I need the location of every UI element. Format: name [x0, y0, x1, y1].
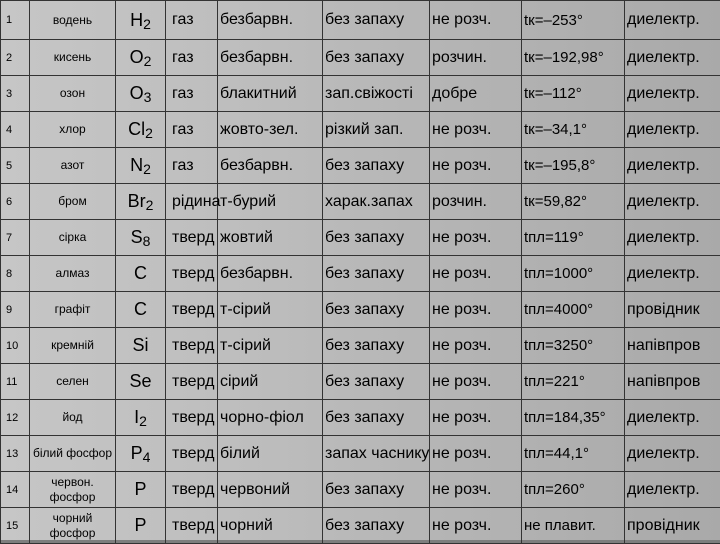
- table-row: [1, 112, 720, 148]
- melting-boiling-temperature-cell: tпл=221°: [522, 364, 625, 400]
- chemical-formula-cell: C: [116, 292, 166, 328]
- water-solubility-cell: не розч.: [430, 472, 522, 508]
- table-row: [1, 76, 720, 112]
- substance-name-cell: сірка: [30, 220, 116, 256]
- chemical-formula-cell: Se: [116, 364, 166, 400]
- chemical-formula-cell: Si: [116, 328, 166, 364]
- substance-color-cell: безбарвн.: [218, 148, 323, 184]
- row-number-cell: 5: [1, 148, 30, 184]
- chemical-formula-cell: C: [116, 256, 166, 292]
- substance-color-cell: чорний: [218, 508, 323, 544]
- electrical-conductivity-cell: диелектр.: [625, 256, 720, 292]
- table-row: [1, 184, 720, 220]
- row-number-cell: 8: [1, 256, 30, 292]
- electrical-conductivity-cell: провідник: [625, 292, 720, 328]
- physical-state-cell: рідина: [166, 184, 218, 220]
- substance-name-cell: червон. фосфор: [30, 472, 116, 508]
- substance-name-cell: селен: [30, 364, 116, 400]
- row-number-cell: 1: [1, 1, 30, 40]
- water-solubility-cell: добре: [430, 76, 522, 112]
- substance-smell-cell: без запаху: [323, 256, 430, 292]
- physical-state-cell: газ: [166, 40, 218, 76]
- electrical-conductivity-cell: диелектр.: [625, 76, 720, 112]
- substance-color-cell: червоний: [218, 472, 323, 508]
- table-row: [1, 364, 720, 400]
- substance-name-cell: озон: [30, 76, 116, 112]
- chemical-formula-cell: N2: [116, 148, 166, 184]
- water-solubility-cell: розчин.: [430, 40, 522, 76]
- row-number-cell: 10: [1, 328, 30, 364]
- chemical-formula-cell: P: [116, 508, 166, 544]
- physical-state-cell: тверд: [166, 400, 218, 436]
- substance-smell-cell: без запаху: [323, 1, 430, 40]
- substance-smell-cell: без запаху: [323, 364, 430, 400]
- substance-color-cell: сірий: [218, 364, 323, 400]
- physical-state-cell: газ: [166, 148, 218, 184]
- physical-state-cell: тверд: [166, 508, 218, 544]
- melting-boiling-temperature-cell: tк=–34,1°: [522, 112, 625, 148]
- chemical-formula-cell: P4: [116, 436, 166, 472]
- melting-boiling-temperature-cell: tк=–253°: [522, 1, 625, 40]
- electrical-conductivity-cell: диелектр.: [625, 184, 720, 220]
- physical-state-cell: газ: [166, 112, 218, 148]
- substance-name-cell: водень: [30, 1, 116, 40]
- water-solubility-cell: не розч.: [430, 1, 522, 40]
- electrical-conductivity-cell: диелектр.: [625, 148, 720, 184]
- substance-smell-cell: харак.запах: [323, 184, 430, 220]
- melting-boiling-temperature-cell: tпл=119°: [522, 220, 625, 256]
- substance-name-cell: білий фосфор: [30, 436, 116, 472]
- table-row: [1, 40, 720, 76]
- chemical-formula-cell: O3: [116, 76, 166, 112]
- chemical-formula-cell: P: [116, 472, 166, 508]
- water-solubility-cell: не розч.: [430, 148, 522, 184]
- electrical-conductivity-cell: напівпров: [625, 364, 720, 400]
- substance-name-cell: алмаз: [30, 256, 116, 292]
- water-solubility-cell: не розч.: [430, 328, 522, 364]
- melting-boiling-temperature-cell: tпл=44,1°: [522, 436, 625, 472]
- electrical-conductivity-cell: диелектр.: [625, 220, 720, 256]
- row-number-cell: 13: [1, 436, 30, 472]
- electrical-conductivity-cell: напівпров: [625, 328, 720, 364]
- melting-boiling-temperature-cell: tпл=1000°: [522, 256, 625, 292]
- substance-smell-cell: без запаху: [323, 400, 430, 436]
- row-number-cell: 6: [1, 184, 30, 220]
- substance-color-cell: чорно-фіол: [218, 400, 323, 436]
- physical-state-cell: тверд: [166, 256, 218, 292]
- melting-boiling-temperature-cell: tпл=3250°: [522, 328, 625, 364]
- water-solubility-cell: не розч.: [430, 400, 522, 436]
- chemical-formula-cell: I2: [116, 400, 166, 436]
- substance-name-cell: азот: [30, 148, 116, 184]
- table-row: [1, 328, 720, 364]
- chemical-formula-cell: S8: [116, 220, 166, 256]
- table-row: [1, 472, 720, 508]
- row-number-cell: 14: [1, 472, 30, 508]
- water-solubility-cell: не розч.: [430, 508, 522, 544]
- substance-name-cell: кремній: [30, 328, 116, 364]
- row-number-cell: 15: [1, 508, 30, 544]
- substance-name-cell: бром: [30, 184, 116, 220]
- substance-smell-cell: без запаху: [323, 40, 430, 76]
- table-body: [1, 1, 720, 544]
- physical-state-cell: газ: [166, 76, 218, 112]
- melting-boiling-temperature-cell: tпл=184,35°: [522, 400, 625, 436]
- physical-state-cell: тверд: [166, 364, 218, 400]
- substance-name-cell: хлор: [30, 112, 116, 148]
- electrical-conductivity-cell: диелектр.: [625, 112, 720, 148]
- chemical-formula-cell: Br2: [116, 184, 166, 220]
- row-number-cell: 12: [1, 400, 30, 436]
- substance-color-cell: т-сірий: [218, 292, 323, 328]
- physical-state-cell: газ: [166, 1, 218, 40]
- row-number-cell: 11: [1, 364, 30, 400]
- table-row: [1, 508, 720, 544]
- table-row: [1, 292, 720, 328]
- water-solubility-cell: не розч.: [430, 292, 522, 328]
- electrical-conductivity-cell: диелектр.: [625, 40, 720, 76]
- water-solubility-cell: не розч.: [430, 220, 522, 256]
- water-solubility-cell: не розч.: [430, 364, 522, 400]
- substance-name-cell: графіт: [30, 292, 116, 328]
- table-row: [1, 148, 720, 184]
- substance-name-cell: кисень: [30, 40, 116, 76]
- melting-boiling-temperature-cell: tпл=260°: [522, 472, 625, 508]
- table-row: [1, 256, 720, 292]
- substance-smell-cell: без запаху: [323, 472, 430, 508]
- substance-smell-cell: без запаху: [323, 220, 430, 256]
- substance-smell-cell: без запаху: [323, 328, 430, 364]
- water-solubility-cell: не розч.: [430, 256, 522, 292]
- water-solubility-cell: розчин.: [430, 184, 522, 220]
- row-number-cell: 4: [1, 112, 30, 148]
- substance-smell-cell: різкий зап.: [323, 112, 430, 148]
- substance-smell-cell: зап.свіжості: [323, 76, 430, 112]
- substance-smell-cell: без запаху: [323, 292, 430, 328]
- electrical-conductivity-cell: провідник: [625, 508, 720, 544]
- water-solubility-cell: не розч.: [430, 112, 522, 148]
- substance-color-cell: блакитний: [218, 76, 323, 112]
- water-solubility-cell: не розч.: [430, 436, 522, 472]
- melting-boiling-temperature-cell: tк=59,82°: [522, 184, 625, 220]
- substance-color-cell: білий: [218, 436, 323, 472]
- physical-state-cell: тверд: [166, 328, 218, 364]
- table-row: [1, 436, 720, 472]
- electrical-conductivity-cell: диелектр.: [625, 436, 720, 472]
- electrical-conductivity-cell: диелектр.: [625, 1, 720, 40]
- substance-color-cell: т-сірий: [218, 328, 323, 364]
- melting-boiling-temperature-cell: tк=–112°: [522, 76, 625, 112]
- chemical-formula-cell: O2: [116, 40, 166, 76]
- substance-smell-cell: запах часнику: [323, 436, 430, 472]
- electrical-conductivity-cell: диелектр.: [625, 472, 720, 508]
- melting-boiling-temperature-cell: не плавит.: [522, 508, 625, 544]
- physical-state-cell: тверд: [166, 472, 218, 508]
- substance-name-cell: чорний фосфор: [30, 508, 116, 544]
- electrical-conductivity-cell: диелектр.: [625, 400, 720, 436]
- row-number-cell: 3: [1, 76, 30, 112]
- physical-state-cell: тверд: [166, 436, 218, 472]
- substance-color-cell: безбарвн.: [218, 1, 323, 40]
- row-number-cell: 9: [1, 292, 30, 328]
- row-number-cell: 7: [1, 220, 30, 256]
- substance-name-cell: йод: [30, 400, 116, 436]
- substance-smell-cell: без запаху: [323, 148, 430, 184]
- substance-color-cell: безбарвн.: [218, 256, 323, 292]
- chemical-formula-cell: H2: [116, 1, 166, 40]
- melting-boiling-temperature-cell: tк=–195,8°: [522, 148, 625, 184]
- melting-boiling-temperature-cell: tк=–192,98°: [522, 40, 625, 76]
- physical-state-cell: тверд: [166, 292, 218, 328]
- chemical-formula-cell: Cl2: [116, 112, 166, 148]
- melting-boiling-temperature-cell: tпл=4000°: [522, 292, 625, 328]
- substance-color-cell: безбарвн.: [218, 40, 323, 76]
- row-number-cell: 2: [1, 40, 30, 76]
- table-row: [1, 1, 720, 40]
- table-row: [1, 220, 720, 256]
- table-row: [1, 400, 720, 436]
- substance-color-cell: жовто-зел.: [218, 112, 323, 148]
- substance-color-cell: жовтий: [218, 220, 323, 256]
- substance-smell-cell: без запаху: [323, 508, 430, 544]
- substance-color-cell: т-бурий: [218, 184, 323, 220]
- physical-state-cell: тверд: [166, 220, 218, 256]
